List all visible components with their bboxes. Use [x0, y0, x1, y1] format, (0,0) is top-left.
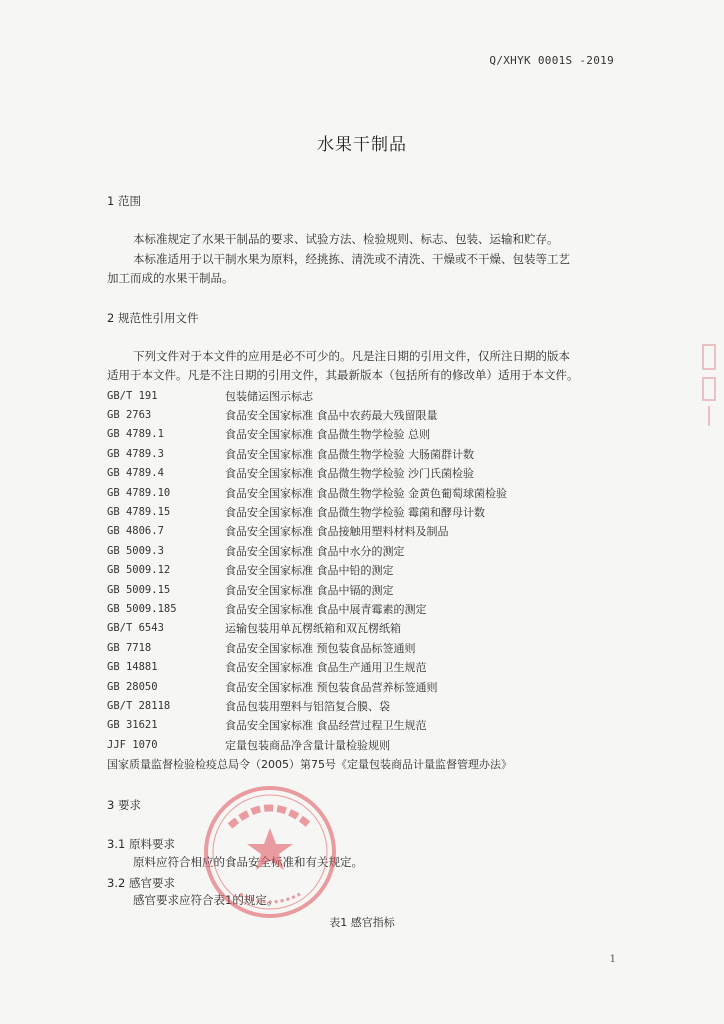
reference-title: 食品包装用塑料与铝箔复合膜、袋 [225, 699, 390, 713]
reference-title: 食品安全国家标准 预包装食品营养标签通则 [225, 680, 438, 694]
refs-intro-a: 下列文件对于本文件的应用是必不可少的。凡是注日期的引用文件，仅所注日期的版本 [133, 349, 570, 363]
reference-order: 国家质量监督检验检疫总局令（2005）第75号《定量包装商品计量监督管理办法》 [107, 758, 512, 771]
reference-title: 食品安全国家标准 食品微生物学检验 总则 [225, 428, 430, 442]
reference-item [107, 696, 627, 715]
reference-code: GB 5009.15 [107, 583, 171, 596]
reference-title: 食品安全国家标准 食品微生物学检验 霉菌和酵母计数 [225, 506, 485, 520]
reference-item [107, 541, 627, 560]
scope-paragraph-2b: 加工而成的水果干制品。 [107, 271, 234, 285]
reference-item [107, 599, 627, 618]
section-1-heading: 1 范围 [107, 194, 141, 208]
reference-code: GB 31621 [107, 719, 158, 732]
reference-title: 食品安全国家标准 食品中水分的测定 [225, 544, 405, 558]
page-number: 1 [609, 954, 616, 965]
reference-item [107, 619, 627, 638]
reference-code: GB/T 191 [107, 389, 158, 402]
reference-item [107, 483, 627, 502]
scope-paragraph-1: 本标准规定了水果干制品的要求、试验方法、检验规则、标志、包装、运输和贮存。 [133, 232, 559, 246]
reference-code: GB/T 28118 [107, 699, 171, 712]
reference-title: 食品安全国家标准 食品接触用塑料材料及制品 [225, 525, 449, 539]
section-2-heading: 2 规范性引用文件 [107, 311, 199, 325]
reference-item [107, 677, 627, 696]
section-3-heading: 3 要求 [107, 798, 141, 812]
sensory-text: 感官要求应符合表1的规定。 [133, 893, 279, 907]
reference-code: GB 4806.7 [107, 525, 164, 538]
refs-intro-b: 适用于本文件。凡是不注日期的引用文件，其最新版本（包括所有的修改单）适用于本文件。 [107, 368, 579, 382]
reference-code: GB 4789.15 [107, 506, 171, 519]
raw-material-text: 原料应符合相应的食品安全标准和有关规定。 [133, 855, 363, 869]
edge-stamp-mark [700, 340, 720, 430]
reference-code: GB 28050 [107, 680, 158, 693]
reference-item [107, 464, 627, 483]
reference-title: 包装储运图示标志 [225, 389, 313, 403]
reference-title: 运输包装用单瓦楞纸箱和双瓦楞纸箱 [225, 622, 401, 636]
reference-code: GB 4789.3 [107, 447, 164, 460]
reference-code: GB 14881 [107, 661, 158, 674]
reference-code: GB 4789.4 [107, 467, 164, 480]
reference-item [107, 657, 627, 676]
reference-item [107, 561, 627, 580]
reference-title: 食品安全国家标准 食品微生物学检验 金黄色葡萄球菌检验 [225, 486, 507, 500]
reference-title: 食品安全国家标准 食品中铅的测定 [225, 564, 394, 578]
reference-title: 食品安全国家标准 食品中镉的测定 [225, 583, 394, 597]
reference-code: JJF 1070 [107, 738, 158, 751]
reference-item [107, 425, 627, 444]
reference-code: GB 4789.1 [107, 428, 164, 441]
reference-code: GB 5009.12 [107, 564, 171, 577]
reference-item [107, 386, 627, 405]
reference-code: GB 5009.3 [107, 544, 164, 557]
reference-title: 定量包装商品净含量计量检验规则 [225, 738, 390, 752]
reference-title: 食品安全国家标准 食品中农药最大残留限量 [225, 409, 438, 423]
scope-paragraph-2a: 本标准适用于以干制水果为原料，经挑拣、清洗或不清洗、干燥或不干燥、包装等工艺 [133, 252, 570, 266]
company-seal-stamp [200, 782, 340, 922]
reference-code: GB 4789.10 [107, 486, 171, 499]
reference-item [107, 502, 627, 521]
reference-item [107, 444, 627, 463]
reference-item [107, 735, 627, 754]
reference-code: GB/T 6543 [107, 622, 164, 635]
reference-title: 食品安全国家标准 食品微生物学检验 大肠菌群计数 [225, 447, 474, 461]
reference-item [107, 638, 627, 657]
reference-title: 食品安全国家标准 食品生产通用卫生规范 [225, 661, 427, 675]
reference-item [107, 716, 627, 735]
reference-item [107, 522, 627, 541]
reference-code: GB 7718 [107, 641, 152, 654]
reference-code: GB 5009.185 [107, 602, 177, 615]
reference-item [107, 405, 627, 424]
reference-title: 食品安全国家标准 食品经营过程卫生规范 [225, 719, 427, 733]
reference-list [107, 386, 627, 754]
section-3-2-heading: 3.2 感官要求 [107, 876, 175, 890]
reference-code: GB 2763 [107, 409, 152, 422]
reference-title: 食品安全国家标准 食品微生物学检验 沙门氏菌检验 [225, 467, 474, 481]
section-3-1-heading: 3.1 原料要求 [107, 837, 175, 851]
reference-item [107, 580, 627, 599]
reference-title: 食品安全国家标准 预包装食品标签通则 [225, 641, 416, 655]
standard-code: Q/XHYK 0001S -2019 [489, 54, 614, 67]
table-caption: 表1 感官指标 [329, 916, 395, 929]
reference-title: 食品安全国家标准 食品中展青霉素的测定 [225, 602, 427, 616]
document-title: 水果干制品 [317, 135, 407, 155]
